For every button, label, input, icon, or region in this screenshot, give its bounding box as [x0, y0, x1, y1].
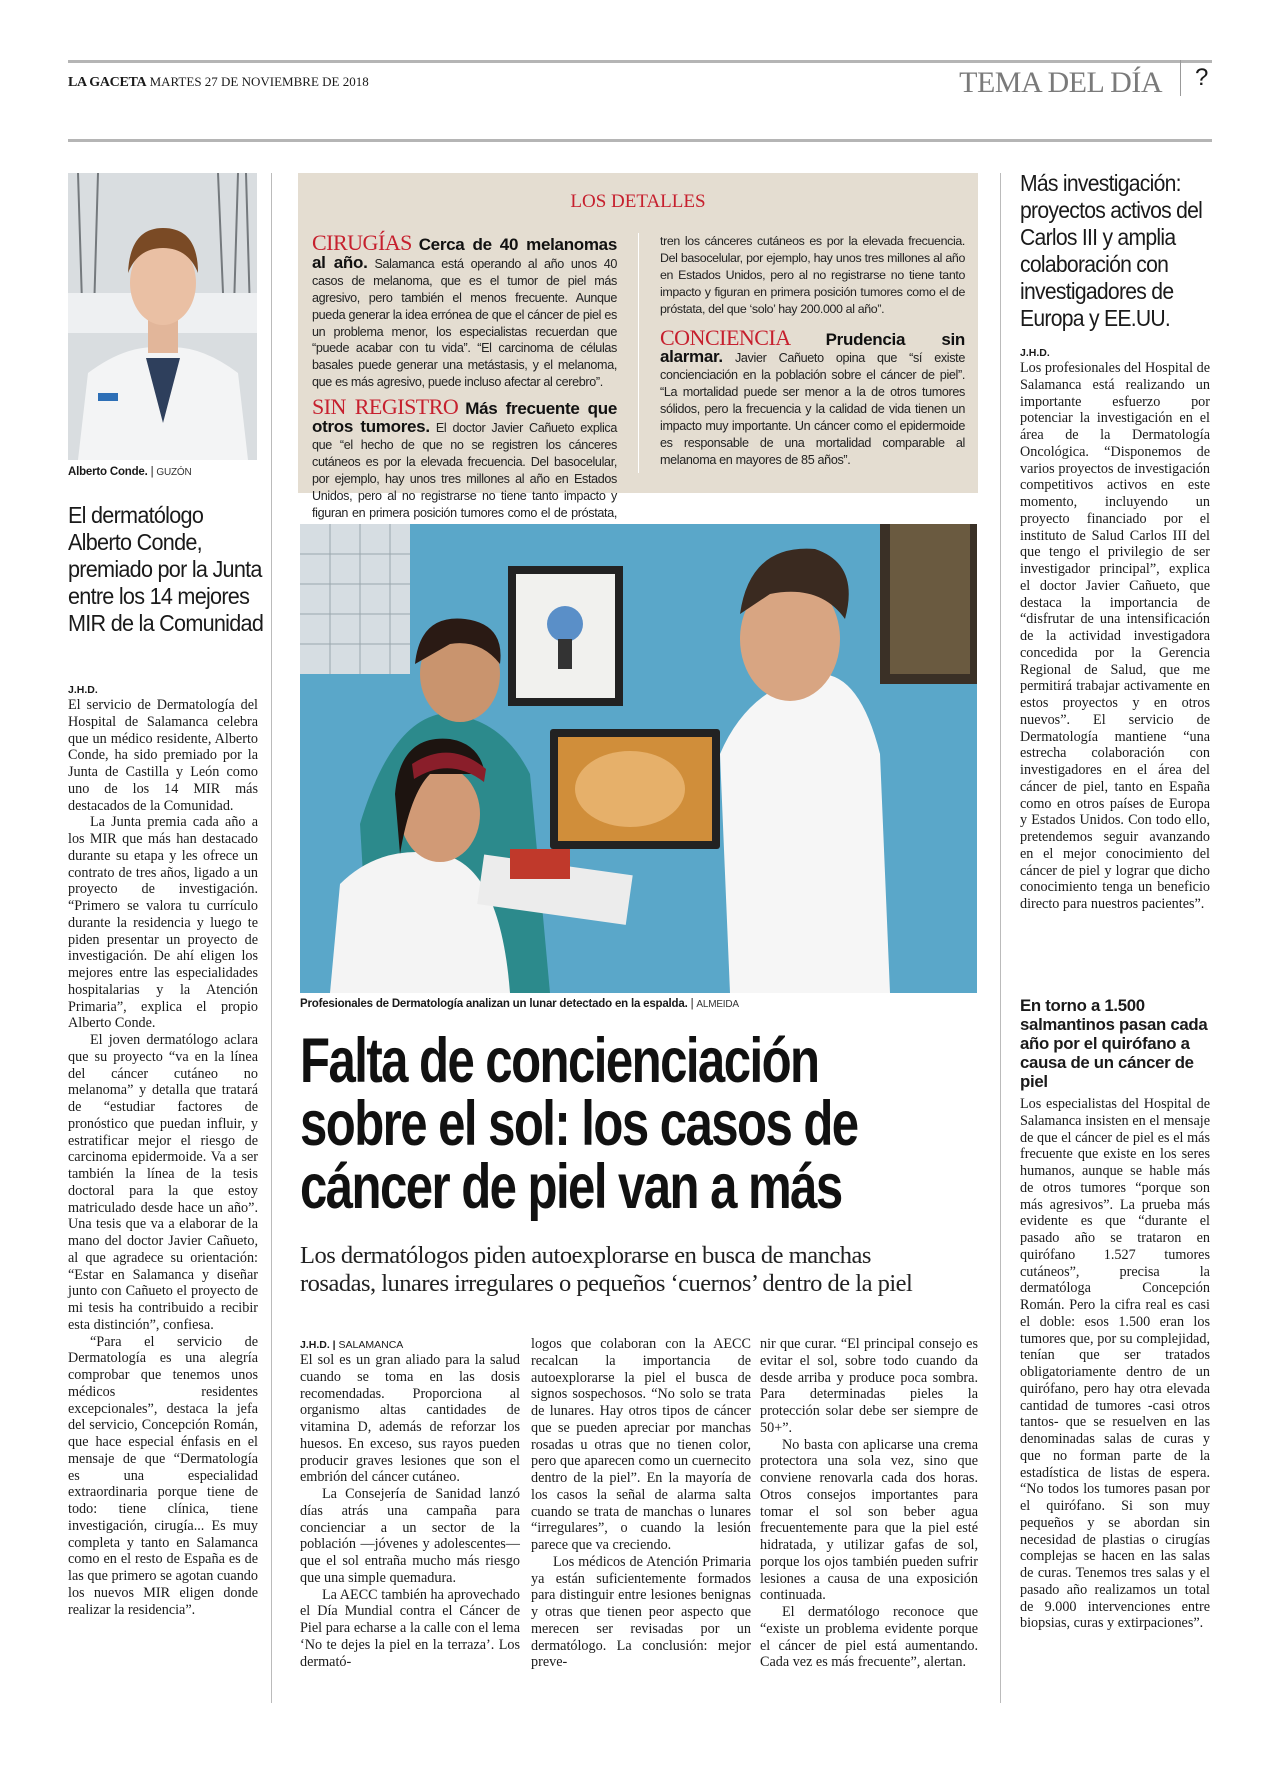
photo-credit: ALMEIDA: [696, 999, 739, 1010]
issue-date: MARTES 27 DE NOVIEMBRE DE 2018: [149, 74, 369, 89]
detail-heading: Más frecuente que otros tumores.: [312, 399, 618, 437]
newspaper-logo: LA GACETA: [68, 75, 147, 90]
details-col-1: [312, 230, 618, 520]
deck-line: rosadas, lunares irregulares o pequeños ‘cuernos’ dentro de la piel: [300, 1270, 913, 1297]
main-headline: [300, 1026, 858, 1222]
top-rule: [68, 60, 1212, 63]
details-box-divider: [638, 233, 639, 473]
detail-item-registry-continued: tren los cánceres cutáneos es por la elevada frecuencia. Del basocelular, por ejemplo, hay unos tres millones al año en Estados Unidos, pero al no registrarse no tiene tanto impacto y figuran en primera posición tumores como el de próstata, del que ‘solo’ hay 200.000 al año”.: [660, 234, 965, 316]
column-divider-left: [271, 173, 272, 1703]
paragraph: Los médicos de Atención Primaria ya están suficientemente formados para distinguir entre lesiones benignas y otras que tienen peor aspecto que merecen ser revisadas por un dermatólogo. La conclusión: mejor preve-: [531, 1553, 751, 1671]
byline-location: SALAMANCA: [338, 1339, 404, 1351]
right-subheadline: En torno a 1.500 salmantinos pasan cada año por el quirófano a causa de un cáncer de piel: [1020, 996, 1208, 1091]
byline-author: J.H.D.: [300, 1339, 330, 1351]
main-photo: [300, 524, 977, 993]
paragraph: Los profesionales del Hospital de Salamanca está realizando un importante esfuerzo por potenciar la investigación en el área de la Dermatología Oncológica. “Disponemos de varios proyectos de investigación competitivos activos en este momento, incluyendo un proyecto financiado por el instituto de Salud Carlos III del que tengo el privilegio de ser investigador principal”, explica el doctor Javier Cañueto, que destaca la importancia de “disfrutar de una intensificación de la actividad investigadora concedida por la Gerencia Regional de Salud, que me permitirá trabajar activamente en estos proyectos y en otros nuevos”. El servicio de Dermatología mantiene “una estrecha colaboración con investigadores en el área del cáncer de piel, tanto en España como en otros países de Europa y Estados Unidos. Con todo ello, pretendemos seguir avanzando en el mejor conocimiento del cáncer de piel y lograr que dicho conocimiento tenga un beneficio directo para nuestros pacientes”.: [1020, 360, 1210, 912]
details-box: [298, 173, 978, 520]
detail-text: El doctor Javier Cañueto explica que “el hecho de que no se registren los cánceres cutáneos es por la elevada frecuencia. Del basocelular, por ejemplo, hay unos tres millones al año en Estados Unidos, pero al no registrarse no tiene tanto impacto y figuran en primera posición tumores como el de próstata,: [312, 421, 618, 520]
detail-item-awareness: [660, 324, 965, 469]
right-byline: J.H.D.: [1020, 347, 1050, 359]
right-headline: Más investigación: proyectos activos del Carlos III y amplia colaboración con investigadores de Europa y EE.UU.: [1020, 170, 1203, 331]
paragraph: El joven dermatólogo aclara que su proyecto “va en la línea del cáncer cutáneo no melanoma” y detalla que tratará de “estudiar factores de pronóstico que puedan influir, y estratificar mejor el riesgo de carcinoma epidermoide. Va a ser también la línea de la tesis doctoral para la que estoy matriculado desde hace un año”. Una tesis que va a elaborar de la mano del doctor Javier Cañueto, al que agradece su orientación: “Estar en Salamanca y diseñar junto con Cañueto el proyecto de mi tesis ha contribuido a recibir esta distinción”, confiesa.: [68, 1032, 258, 1333]
paragraph: El sol es un gran aliado para la salud cuando se toma en las dosis recomendadas. Proporciona al organismo altas cantidades de vitamina D, además de reforzar los huesos. En exceso, sus rayos pueden producir graves lesiones que son el embrión del cáncer cutáneo.: [300, 1352, 520, 1486]
details-col-2: [660, 233, 965, 469]
right-article-body: [1020, 360, 1210, 913]
page-divider: [1180, 60, 1181, 96]
photo-credit: GUZÓN: [156, 467, 192, 478]
section-title: TEMA DEL DÍA: [959, 66, 1162, 99]
paragraph: No basta con aplicarse una crema protectora una sola vez, sino que conviene renovarla cada dos horas. Otros consejos importantes para tomar el sol son beber agua frecuentemente para que la piel esté hidratada, y utilizar gafas de sol, porque los ojos también pueden sufrir lesiones a causa de una exposición continuada.: [760, 1436, 978, 1604]
main-photo-caption: Profesionales de Dermatología analizan un lunar detectado en la espalda. | ALMEIDA: [300, 998, 739, 1010]
main-byline: J.H.D. | SALAMANCA: [300, 1339, 404, 1351]
masthead: [68, 74, 369, 91]
headline-line: cáncer de piel van a más: [300, 1152, 842, 1222]
header-bottom-rule: [68, 139, 1212, 142]
deck-line: Los dermatólogos piden autoexplorarse en busca de manchas: [300, 1242, 871, 1269]
details-box-title: LOS DETALLES: [570, 191, 706, 212]
detail-keyword: CONCIENCIA: [660, 324, 791, 350]
paragraph: La Junta premia cada año a los MIR que más han destacado durante su etapa y les ofrece un contrato de tres años, ligado a un proyecto de investigación. “Primero se valora tu currículo durante la residencia y luego te piden presentar un proyecto de investigación. De ahí eligen los mejores entre las especialidades hospitalarias y la Atención Primaria”, explica el propio Alberto Conde.: [68, 814, 258, 1032]
caption-text: Alberto Conde.: [68, 466, 148, 478]
caption-text: Profesionales de Dermatología analizan un lunar detectado en la espalda.: [300, 998, 688, 1010]
main-column-2: [531, 1336, 751, 1671]
detail-item-registry: [312, 394, 618, 520]
headline-line: Falta de concienciación: [300, 1026, 819, 1096]
headline-line: sobre el sol: los casos de: [300, 1089, 858, 1159]
detail-text: Javier Cañueto opina que “sí existe concienciación en la población sobre el cáncer de piel”. “La mortalidad puede ser menor a la de otros tumores sólidos, pero la frecuencia y la calidad de vida tienen un impacto muy importante. Un cáncer como el epidermoide es responsable de una mortalidad comparable al melanoma en mayores de 85 años”.: [660, 351, 965, 467]
paragraph: La Consejería de Sanidad lanzó días atrás una campaña para concienciar a un sector de la población —jóvenes y adolescentes— que el sol entraña mucho más riesgo que una simple quemadura.: [300, 1486, 520, 1586]
paragraph: El servicio de Dermatología del Hospital de Salamanca celebra que un médico residente, Alberto Conde, ha sido premiado por la Junta de Castilla y León como uno de los 14 MIR más destacados de la Comunidad.: [68, 697, 258, 814]
portrait-photo: [68, 173, 257, 460]
detail-heading: Cerca de 40 melanomas al año.: [312, 235, 617, 272]
paragraph: “Para el servicio de Dermatología es una alegría comprobar que tenemos unos médicos residentes excepcionales”, destaca la jefa del servicio, Concepción Román, que hace especial énfasis en el mensaje de que “Dermatología es una especialidad extraordinaria porque tiene de todo: tiene clínica, tiene investigación, cirugía... Es muy completa y tanto en Salamanca como en el resto de España es de las que primero se agotan cuando los nuevos MIR eligen donde realizar la residencia”.: [68, 1333, 258, 1618]
detail-text: Salamanca está operando al año unos 40 casos de melanoma, que es el tumor de piel más agresivo, pero también el menos frecuente. Aunque pueda generar la idea errónea de que el cáncer de piel es un problema menor, los especialistas recuerdan que “puede acabar con tu vida”. “El carcinoma de células basales puede generar una metástasis, y el melanoma, que es más agresivo, puede incluso afectar al cerebro”.: [312, 256, 618, 390]
left-article-body: [68, 697, 258, 1618]
right-article-body-2: [1020, 1096, 1210, 1632]
paragraph: Los especialistas del Hospital de Salamanca insisten en el mensaje de que el cáncer de piel es el más frecuente que existe en los seres humanos, aunque se hable más de otros tumores “porque son más agresivos”. La prueba más evidente es que “durante el pasado año se trataron en quirófano 1.527 tumores cutáneos”, precisa la dermatóloga Concepción Román. Pero la cifra real es casi el doble: esos 1.500 eran los tumores que, por su complejidad, tenían que ser tratados obligatoriamente dentro de un quirófano, pero hay otra elevada cantidad de tumores -casi otros tantos- que se resuelven en las denominadas salas de curas y que no forman parte de la estadística de listas de espera. “No todos los tumores pasan por el quirófano. Si son muy pequeños y se abordan sin necesidad de plastias o cirugías complejas se hacen en las salas de curas. Tenemos tres salas y el pasado año realizamos un total de 9.000 intervenciones entre biopsias, curas y extirpaciones”.: [1020, 1096, 1210, 1632]
detail-keyword: SIN REGISTRO: [312, 394, 459, 420]
left-byline: J.H.D.: [68, 684, 98, 696]
paragraph: logos que colaboran con la AECC recalcan la importancia de autoexplorarse la piel el busca de signos sospechosos. “No solo se trata de lunares. Hay otros tipos de cáncer que se pueden apreciar por manchas rosadas u otras que no tienen color, pero que aparecen como un cuernecito dentro de la piel”. En la mayoría de los casos la señal de alarma salta cuando se trata de manchas o lunares “irregulares”, o cuando la lesión parece que va creciendo.: [531, 1336, 751, 1553]
detail-item-surgeries: [312, 230, 618, 391]
main-subheadline: [300, 1242, 912, 1298]
detail-keyword: CIRUGÍAS: [312, 230, 412, 255]
paragraph: El dermatólogo reconoce que “existe un problema evidente porque el cáncer de piel está aumentando. Cada vez es más frecuente”, alertan.: [760, 1604, 978, 1671]
paragraph: La AECC también ha aprovechado el Día Mundial contra el Cáncer de Piel para echarse a la calle con el lema ‘No te dejes la piel en la terraza’. Los dermató-: [300, 1586, 520, 1670]
portrait-caption: Alberto Conde. | GUZÓN: [68, 466, 192, 478]
paragraph: nir que curar. “El principal consejo es evitar el sol, sobre todo cuando da desde arriba y produce poca sombra. Para determinadas pieles la protección solar debe ser siempre de 50+”.: [760, 1336, 978, 1436]
main-column-3: [760, 1336, 978, 1671]
main-column-1: [300, 1352, 520, 1670]
detail-heading: Prudencia sin alarmar.: [660, 329, 965, 367]
left-headline: El dermatólogo Alberto Conde, premiado por la Junta entre los 14 mejores MIR de la Comunidad: [68, 502, 264, 636]
page-number: ?: [1195, 64, 1209, 91]
column-divider-right: [1000, 173, 1001, 1703]
